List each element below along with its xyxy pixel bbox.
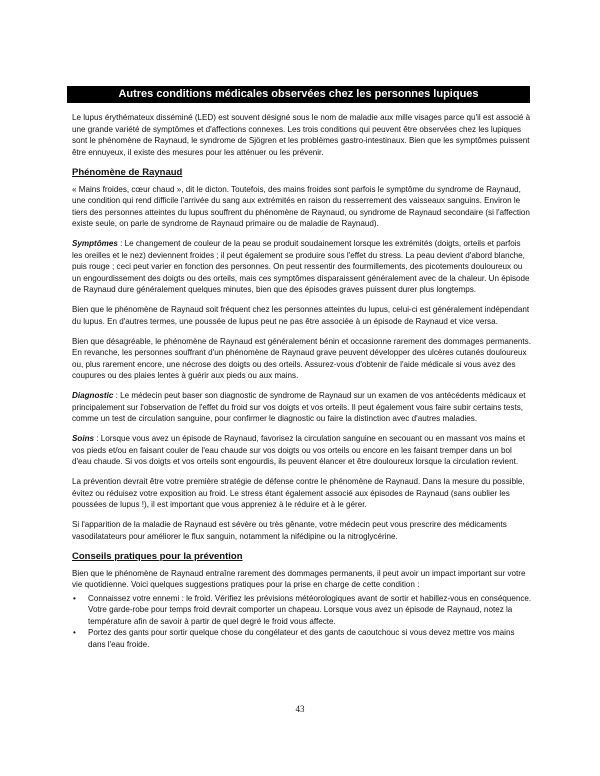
diagnostic-text: : Le médecin peut baser son diagnostic de syndrome de Raynaud sur un examen de vos antécédents médicaux et principalement sur l'observation de l'effet du froid sur vos doigts et vos orteils. Il peut également vous faire subir certains tests, comme un test de circulation sanguine, pour confirmer le diagnostic ou faire la distinction avec d'autres maladies. [72,391,526,423]
diagnostic-lead: Diagnostic [72,391,114,400]
list-item [72,627,532,650]
care-text: : Lorsque vous avez un épisode de Raynaud, favorisez la circulation sanguine en secouant ou en massant vos mains et vos pieds et/ou en faisant couler de l'eau chaude sur vos doigts ou vos orteils ou encore en les faisant tremper dans un bol d'eau chaude. Si vos doigts et vos orteils sont engourdis, ils peuvent élancer et être douloureux lorsque la circulation revient. [72,434,526,466]
severity-paragraph: Bien que désagréable, le phénomène de Raynaud est généralement bénin et occasionne rarement des dommages permanents. En revanche, les personnes souffrant d'un phénomène de Raynaud grave peuvent développer des ulcères cutanés douloureux ou, plus rarement encore, une nécrose des doigts ou des orteils. Assurez-vous d'obtenir de l'aide médicale si vous avez des coupures ou des plaies lentes à guérir aux pieds ou aux mains. [72,336,531,380]
list-item [72,593,532,628]
heading-conseils: Conseils pratiques pour la prévention [72,550,243,562]
section-banner: Autres conditions médicales observées chez les personnes lupiques [67,86,530,103]
care-paragraph [72,433,532,468]
heading-raynaud: Phénomène de Raynaud [72,166,183,178]
diagnostic-paragraph [72,390,532,425]
symptoms-text: : Le changement de couleur de la peau se produit soudainement lorsque les extrémités (doigts, orteils et parfois les oreilles et le nez) deviennent froides ; il peut également se produire sous l'effet du stress. La peau devient d'abord blanche, puis rouge ; ceci peut varier en fonction des personnes. On peut ressentir des fourmillements, des picotements douloureux ou un engourdissement des doigts ou des orteils, mais ces symptômes disparaissent généralement avec de la chaleur. Un épisode de Raynaud dure généralement quelques minutes, bien que des épisodes graves puissent durer plus longtemps. [72,239,530,294]
conseils-intro: Bien que le phénomène de Raynaud entraîne rarement des dommages permanents, il peut avoir un impact important sur votre vie quotidienne. Voici quelques suggestions pratiques pour la prise en charge de cette condition : [72,568,526,589]
document-body [72,112,532,650]
prevention-paragraph: La prévention devrait être votre première stratégie de défense contre le phénomène de Raynaud. Dans la mesure du possible, évitez ou réduisez votre exposition au froid. Le stress étant également associé aux épisodes de Raynaud (sans oublier les poussées de lupus !), il est important que vous appreniez à le réduire et à le gérer. [72,477,525,509]
independence-paragraph: Bien que le phénomène de Raynaud soit fréquent chez les personnes atteintes du lupus, celui-ci est généralement indépendant du lupus. En d'autres termes, une poussée de lupus peut ne pas être associée à un épisode de Raynaud et vice versa. [72,305,530,326]
list-item-text: Connaissez votre ennemi : le froid. Vérifiez les prévisions météorologiques avant de sortir et habillez-vous en conséquence. Votre garde-robe pour temps froid devrait comporter un chapeau. Lorsque vous avez un épisode de Raynaud, notez la température afin de savoir à partir de quel degré le froid vous affecte. [88,593,532,626]
intro-paragraph: Le lupus érythémateux disséminé (LED) est souvent désigné sous le nom de maladie aux mille visages parce qu'il est associé à une grande variété de symptômes et d'affections connexes. Les trois conditions qui peuvent être observées chez les lupiques sont le phénomène de Raynaud, le syndrome de Sjögren et les problèmes gastro-intestinaux. Bien que les symptômes puissent être ennuyeux, il existe des mesures pour les atténuer ou les prévenir. [72,113,531,157]
symptoms-lead: Symptômes [72,239,118,248]
bullet-icon: • [73,628,76,637]
care-lead: Soins [72,434,95,443]
list-item-text: Portez des gants pour sortir quelque chose du congélateur et des gants de caoutchouc si vous devez mettre vos mains dans l'eau froide. [88,628,515,649]
page-number: 43 [295,704,305,714]
medication-paragraph: Si l'apparition de la maladie de Raynaud est sévère ou très gênante, votre médecin peut vous prescrire des médicaments vasodilatateurs pour améliorer le flux sanguin, notamment la nifédipine ou la nitroglycérine. [72,520,507,541]
symptoms-paragraph [72,238,532,296]
raynaud-paragraph: « Mains froides, cœur chaud », dit le dicton. Toutefois, des mains froides sont parfois le symptôme du syndrome de Raynaud, une condition qui rend difficile l'arrivée du sang aux extrémités en raison du resserrement des vaisseaux sanguins. Environ le tiers des personnes atteintes du lupus souffrent du phénomène de Raynaud, ou syndrome de Raynaud secondaire (si l'affection existe seule, on parle de syndrome de Raynaud primaire ou de maladie de Raynaud). [72,184,530,228]
tips-list [72,593,532,651]
bullet-icon: • [73,593,76,603]
